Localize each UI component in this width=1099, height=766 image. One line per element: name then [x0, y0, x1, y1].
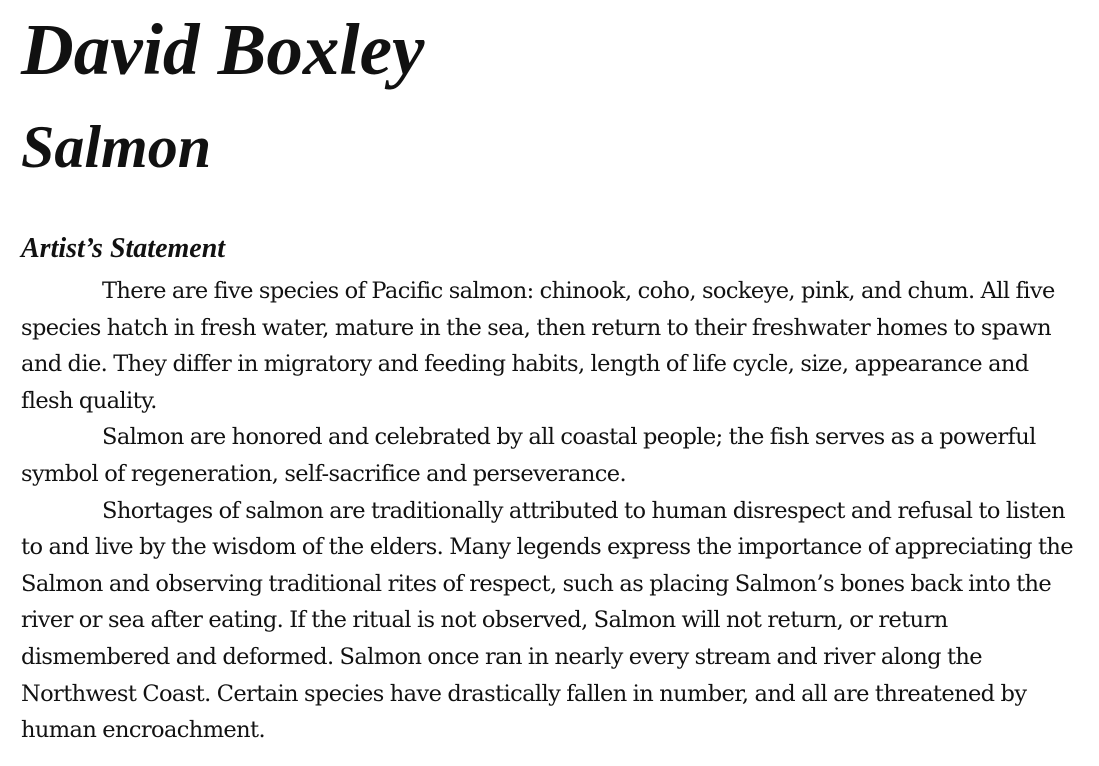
artist-name: David Boxley — [21, 9, 425, 90]
section-heading: Artist’s Statement — [21, 233, 226, 264]
work-title: Salmon — [21, 114, 212, 180]
statement-paragraph: Shortages of salmon are traditionally attributed to human disrespect and refusal to listen to and live by the wisdom of the elders. Many legends express the importance of appreciating the Salmon and observing traditional rites of respect, such as placing Salmon’s bones back into the river or sea after eating. If the ritual is not observed, Salmon will not return, or return dismembered and deformed. Salmon once ran in nearly every stream and river along the Northwest Coast. Certain species have drastically fallen in number, and all are threatened by human encroachment. — [21, 497, 1074, 744]
statement-paragraph: Salmon are honored and celebrated by all coastal people; the fish serves as a powerful symbol of regeneration, self-sacrifice and perseverance. — [21, 424, 1036, 487]
statement-paragraph: There are five species of Pacific salmon: chinook, coho, sockeye, pink, and chum. All five species hatch in fresh water, mature in the sea, then return to their freshwater homes to spawn and die. They differ in migratory and feeding habits, length of life cycle, size, appearance and flesh quality. — [21, 278, 1055, 414]
statement-body — [21, 273, 1083, 749]
